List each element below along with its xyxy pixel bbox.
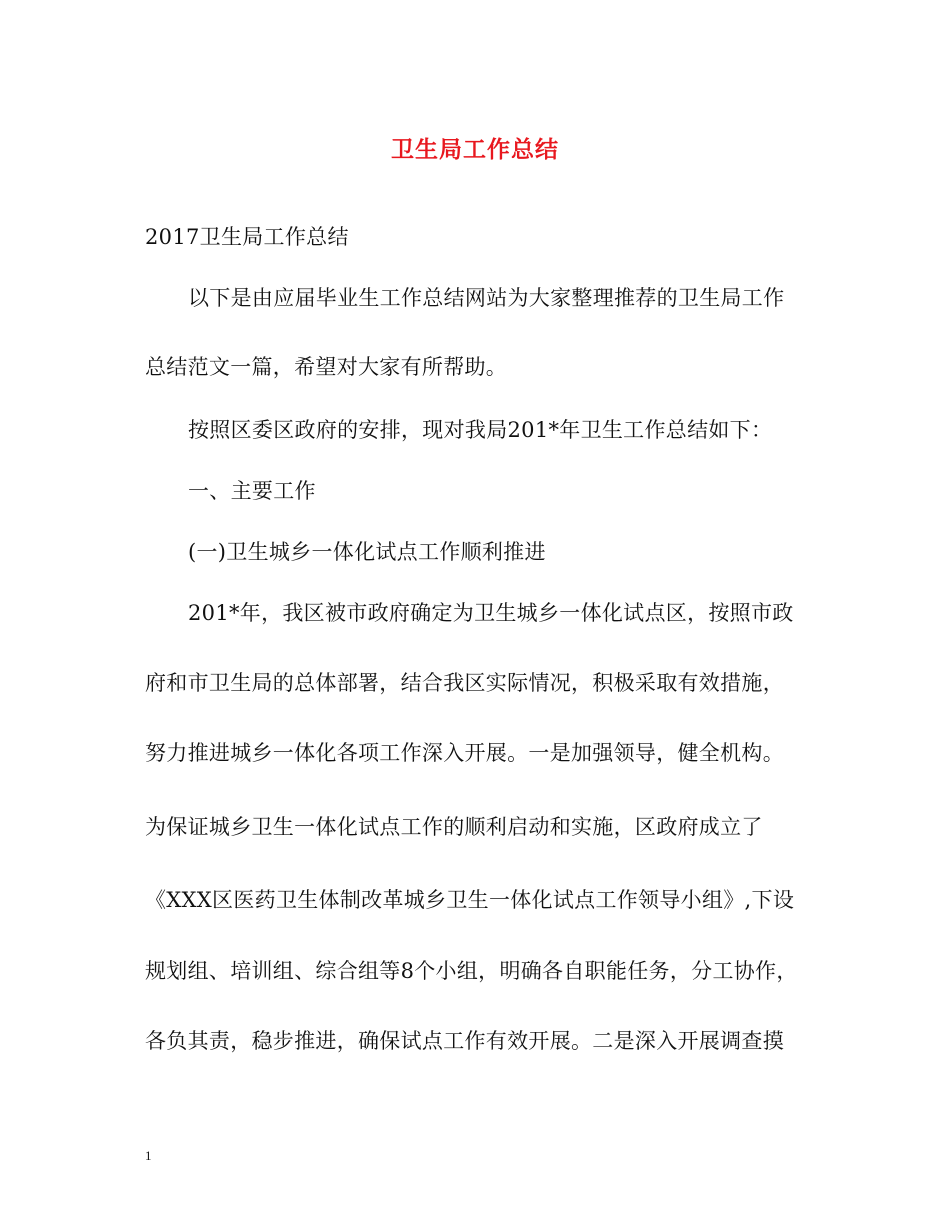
paragraph-line: 《XXX区医药卫生体制改革城乡卫生一体化试点工作领导小组》,下设 <box>145 888 795 912</box>
paragraph-line: 各负其责，稳步推进，确保试点工作有效开展。二是深入开展调查摸 <box>145 1029 784 1053</box>
page-number: 1 <box>145 1148 152 1163</box>
paragraph-line: 总结范文一篇，希望对大家有所帮助。 <box>145 355 508 379</box>
paragraph-line: 以下是由应届毕业生工作总结网站为大家整理推荐的卫生局工作 <box>188 286 785 310</box>
paragraph-line: 努力推进城乡一体化各项工作深入开展。一是加强领导，健全机构。 <box>145 741 784 765</box>
paragraph-line: 按照区委区政府的安排，现对我局201*年卫生工作总结如下： <box>188 418 773 442</box>
paragraph-line: 规划组、培训组、综合组等8个小组，明确各自职能任务，分工协作， <box>145 959 798 983</box>
subtitle-line: 2017卫生局工作总结 <box>145 225 349 249</box>
subsection-heading: (一)卫生城乡一体化试点工作顺利推进 <box>188 540 546 564</box>
section-heading: 一、主要工作 <box>188 479 316 503</box>
paragraph-line: 为保证城乡卫生一体化试点工作的顺利启动和实施，区政府成立了 <box>145 815 763 839</box>
paragraph-line: 201*年，我区被市政府确定为卫生城乡一体化试点区，按照市政 <box>188 601 794 625</box>
document-title: 卫生局工作总结 <box>391 137 559 163</box>
paragraph-line: 府和市卫生局的总体部署，结合我区实际情况，积极采取有效措施， <box>145 671 784 695</box>
